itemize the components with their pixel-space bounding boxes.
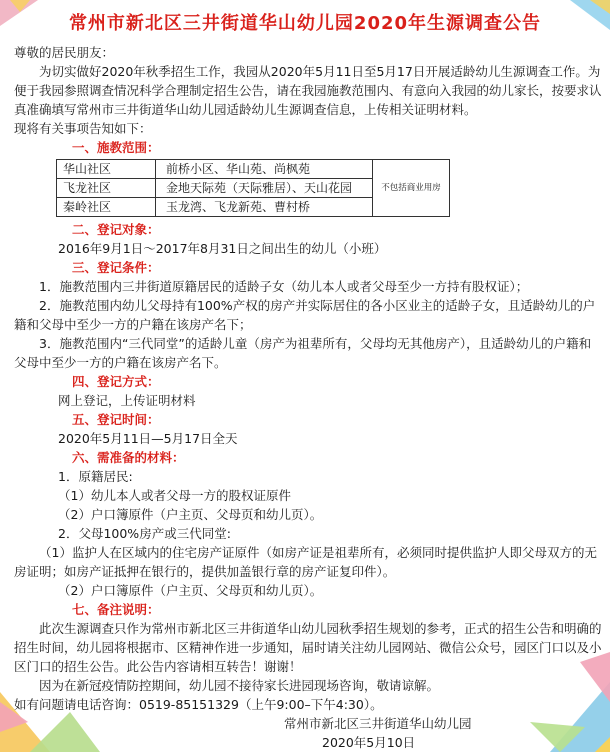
section-heading-time: 五、登记时间： — [72, 412, 160, 427]
materials-b1: （1）监护人在区域内的住宅房产证原件（如房产证是祖辈所有，必须同时提供监护人即父母双方的无房证明；如房产证抵押在银行的，提供加盖银行章的房产证复印件）。 — [14, 545, 597, 579]
section-heading-remarks: 七、备注说明： — [72, 602, 160, 617]
condition-item: 3．施教范围内“三代同堂”的适龄儿童（房产为祖辈所有，父母均无其他房产），且适龄幼儿的户籍和父母中至少一方的户籍在该房产名下。 — [14, 336, 592, 370]
section-heading-conditions: 三、登记条件： — [72, 260, 160, 275]
materials-b-head: 2．父母100%房产或三代同堂: — [58, 526, 231, 541]
table-cell-community: 秦岭社区 — [57, 198, 156, 217]
method-text: 网上登记，上传证明材料 — [58, 393, 196, 408]
page-title: 常州市新北区三井街道华山幼儿园2020年生源调查公告 — [68, 13, 542, 34]
table-cell-community: 飞龙社区 — [57, 179, 156, 198]
section-heading-target: 二、登记对象： — [72, 222, 160, 237]
materials-a1: （1）幼儿本人或者父母一方的股权证原件 — [58, 488, 291, 503]
materials-b2: （2）户口簿原件（户主页、父母页和幼儿页）。 — [58, 583, 323, 598]
scope-table — [56, 159, 450, 217]
section-heading-materials: 六、需准备的材料： — [72, 450, 185, 465]
section-heading-scope: 一、施教范围： — [72, 140, 160, 155]
date: 2020年5月10日 — [322, 735, 416, 750]
table-cell-note: 不包括商业用房 — [373, 160, 450, 217]
condition-item: 1．施教范围内三井街道原籍居民的适龄子女（幼儿本人或者父母至少一方持有股权证）； — [39, 279, 529, 294]
notice-body — [14, 43, 602, 752]
table-row — [57, 160, 450, 179]
covid-text: 因为在新冠疫情防控期间，幼儿园不接待家长进园现场咨询，敬请谅解。 — [39, 678, 440, 693]
target-text: 2016年9月1日～2017年8月31日之间出生的幼儿（小班） — [58, 241, 387, 256]
section-heading-method: 四、登记方式： — [72, 374, 160, 389]
notice-line: 现将有关事项告知如下： — [14, 121, 152, 136]
remarks-text: 此次生源调查只作为常州市新北区三井街道华山幼儿园秋季招生规划的参考，正式的招生公告和明确的招生时间，幼儿园将根据市、区精神作进一步通知，届时请关注幼儿园网站、微信公众号，园区门口以及小区门口的招生公告。此公告内容请相互转告！谢谢！ — [14, 621, 602, 674]
condition-item: 2．施教范围内幼儿父母持有100%产权的房产并实际居住的各小区业主的适龄子女，且适龄幼儿的户籍和父母中至少一方的户籍在该房产名下； — [14, 298, 596, 332]
contact-text: 如有问题请电话咨询：0519-85151329（上午9:00–下午4:30）。 — [14, 697, 383, 712]
table-cell-areas: 玉龙湾、飞龙新苑、曹村桥 — [156, 198, 373, 217]
materials-a2: （2）户口簿原件（户主页、父母页和幼儿页）。 — [58, 507, 323, 522]
table-cell-areas: 金地天际苑（天际雅居）、天山花园 — [156, 179, 373, 198]
table-cell-community: 华山社区 — [57, 160, 156, 179]
intro-paragraph: 为切实做好2020年秋季招生工作，我园从2020年5月11日至5月17日开展适龄幼儿生源调查工作。为便于我园参照调查情况科学合理制定招生公告，请在我园施教范围内、有意向入我园的幼儿家长，按要求认真准确填写常州市三井街道华山幼儿园适龄幼儿生源调查信息，上传相关证明材料。 — [14, 64, 602, 117]
greeting: 尊敬的居民朋友： — [14, 45, 115, 60]
time-text: 2020年5月11日—5月17日全天 — [58, 431, 238, 446]
materials-a-head: 1．原籍居民: — [58, 469, 133, 484]
signature: 常州市新北区三井街道华山幼儿园 — [284, 716, 472, 731]
table-cell-areas: 前桥小区、华山苑、尚枫苑 — [156, 160, 373, 179]
